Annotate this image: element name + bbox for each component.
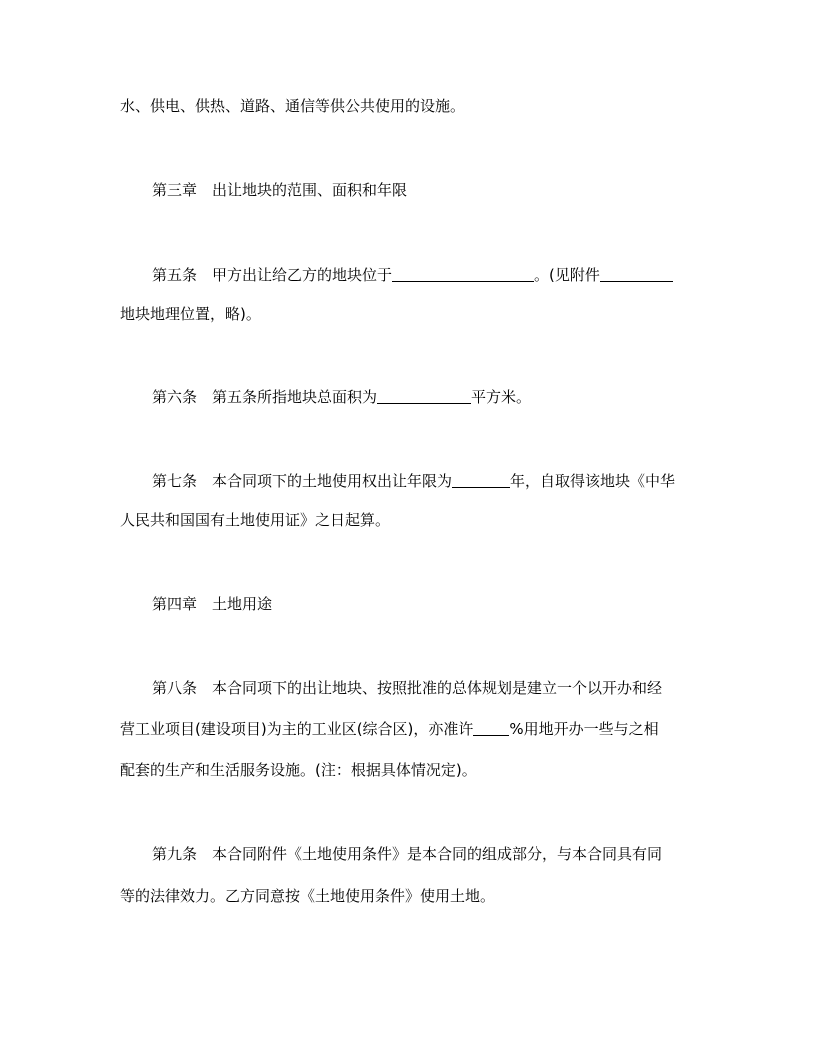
article-text: 营工业项目(建设项目)为主的工业区(综合区)，亦准许 [120, 720, 474, 738]
article-7-line-2 [120, 510, 698, 530]
chapter-title: 土地用途 [212, 595, 273, 613]
article-text: 本合同项下的土地使用权出让年限为 [212, 472, 453, 490]
article-text: %用地开办一些与之相 [509, 720, 659, 738]
article-8-line-2 [120, 718, 698, 738]
paragraph-text: 水、供电、供热、道路、通信等供公共使用的设施。 [120, 97, 466, 115]
article-5-line-1 [152, 264, 698, 284]
blank-field-percentage[interactable] [473, 720, 509, 736]
article-number: 第五条 [152, 266, 198, 284]
chapter-4-heading [152, 594, 698, 614]
chapter-3-heading [152, 180, 698, 200]
article-text: 第五条所指地块总面积为 [212, 388, 378, 406]
article-9-line-2 [120, 886, 698, 906]
article-text: 等的法律效力。乙方同意按《土地使用条件》使用土地。 [120, 887, 496, 905]
blank-field-term-years[interactable] [452, 472, 510, 488]
article-text: 人民共和国国有土地使用证》之日起算。 [120, 511, 391, 529]
paragraph-continuation [120, 96, 698, 116]
blank-field-location[interactable] [392, 266, 534, 282]
article-number: 第八条 [152, 679, 198, 697]
chapter-title: 出让地块的范围、面积和年限 [212, 181, 408, 199]
article-7-line-1 [152, 470, 698, 490]
chapter-number: 第四章 [152, 595, 198, 613]
article-text: 地块地理位置，略)。 [120, 305, 261, 323]
article-number: 第六条 [152, 388, 198, 406]
blank-field-area[interactable] [377, 388, 471, 404]
article-9-line-1 [152, 844, 698, 864]
article-text: 平方米。 [471, 388, 532, 406]
article-text: 本合同项下的出让地块、按照批准的总体规划是建立一个以开办和经 [212, 679, 663, 697]
article-8-line-1 [152, 678, 698, 698]
article-number: 第七条 [152, 472, 198, 490]
chapter-number: 第三章 [152, 181, 198, 199]
article-8-line-3 [120, 760, 698, 780]
article-text: 配套的生产和生活服务设施。(注：根据具体情况定)。 [120, 761, 477, 779]
article-text: 甲方出让给乙方的地块位于 [212, 266, 393, 284]
article-6-line-1 [152, 386, 698, 406]
article-5-line-2 [120, 304, 698, 324]
article-text: 年，自取得该地块《中华 [510, 472, 676, 490]
article-number: 第九条 [152, 845, 198, 863]
blank-field-attachment[interactable] [600, 266, 673, 282]
article-text: 。(见附件 [534, 266, 600, 284]
article-text: 本合同附件《土地使用条件》是本合同的组成部分，与本合同具有同 [212, 845, 663, 863]
